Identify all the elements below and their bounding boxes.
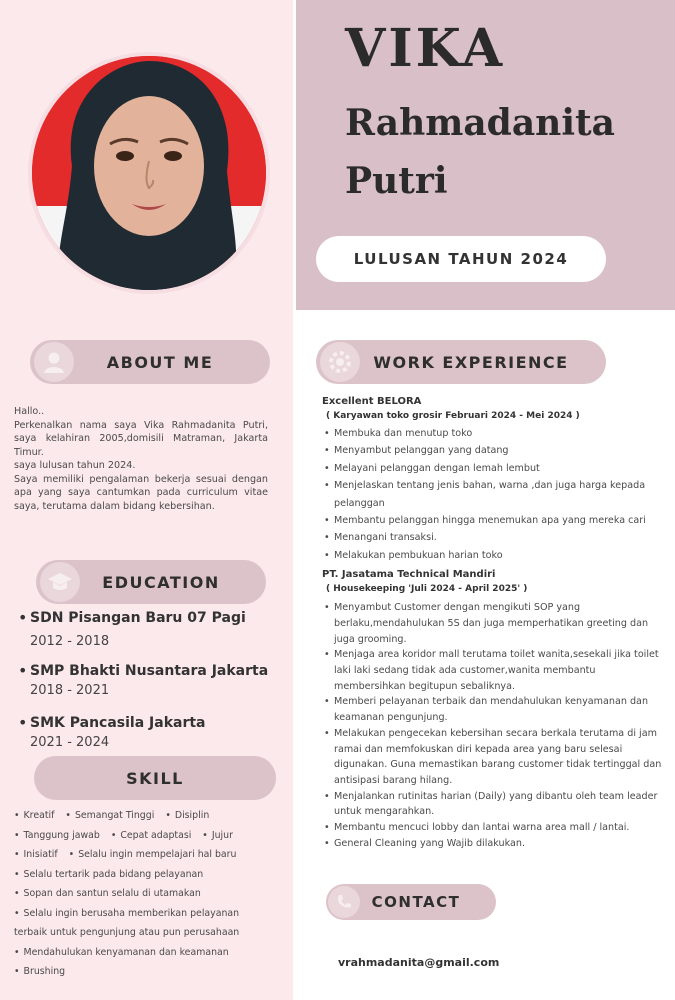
skill-item: Cepat adaptasi xyxy=(120,829,192,841)
education-item xyxy=(18,661,288,701)
profile-photo-illustration xyxy=(32,56,266,290)
about-heading: ABOUT ME xyxy=(106,352,214,372)
about-text xyxy=(14,405,268,513)
work-heading: WORK EXPERIENCE xyxy=(373,352,569,372)
job-duty: • General Cleaning yang Wajib dilakukan. xyxy=(324,836,667,852)
skill-row: • Tanggung jawab • Cepat adaptasi • Jujur xyxy=(14,829,233,841)
profile-photo xyxy=(32,56,266,290)
name-last: Putri xyxy=(345,160,448,202)
about-heading-pill xyxy=(30,340,270,384)
job-duty: • Menyambut Customer dengan mengikuti SOP yang berlaku,mendahulukan 5S dan juga memperhatikan greeting dan juga grooming. xyxy=(324,600,667,647)
education-list xyxy=(18,608,288,762)
job-company: Excellent BELORA xyxy=(322,396,422,407)
job-duty: • Menjalankan rutinitas harian (Daily) yang dibantu oleh team leader untuk mengarahkan. xyxy=(324,789,667,820)
skill-row: • Selalu tertarik pada bidang pelayanan xyxy=(14,868,204,880)
skill-item: Disiplin xyxy=(174,810,210,821)
skill-row: • Sopan dan santun selalu di utamakan xyxy=(14,888,201,899)
skill-heading-pill xyxy=(34,756,276,800)
graduation-cap-icon xyxy=(40,562,80,602)
skill-item: Semangat Tinggi xyxy=(74,810,155,821)
about-line: Hallo.. xyxy=(14,406,45,417)
gear-icon xyxy=(320,342,360,382)
job-duty: • Melakukan pembukuan harian toko xyxy=(324,547,667,564)
job-role: ( Housekeeping 'Juli 2024 - April 2025' ) xyxy=(326,584,528,595)
skill-item: Selalu ingin mempelajari hal baru xyxy=(78,849,237,860)
job-duty: • Melakukan pengecekan kebersihan secara berkala terutama di jam ramai dan memfokuskan diri kepada area yang baru selesai digunakan. Guna memastikan barang customer tidak tertinggal dan antisipasi barang hilang. xyxy=(324,726,667,789)
job-duty: • Membantu pelanggan hingga menemukan apa yang mereka cari xyxy=(324,512,667,529)
profile-photo-frame xyxy=(28,52,270,294)
name-middle: Rahmadanita xyxy=(345,102,615,144)
skill-item: Brushing xyxy=(23,966,66,977)
contact-email[interactable]: vrahmadanita@gmail.com xyxy=(338,956,500,969)
job-duties xyxy=(324,425,667,564)
about-line: Saya memiliki pengalaman bekerja sesuai dengan apa yang saya cantumkan pada curriculum vitae saya, terutama dalam bidang kebersihan. xyxy=(14,473,268,512)
skill-item: Inisiatif xyxy=(23,849,58,860)
graduation-badge: LULUSAN TAHUN 2024 xyxy=(316,236,606,282)
education-years: 2012 - 2018 xyxy=(30,634,110,649)
work-heading-pill xyxy=(316,340,606,384)
education-heading: EDUCATION xyxy=(102,572,220,592)
skill-item: Kreatif xyxy=(23,810,55,821)
skill-row: • Mendahulukan kenyamanan dan keamanan xyxy=(14,946,229,958)
education-heading-pill xyxy=(36,560,266,604)
job-duty: • Melayani pelanggan dengan lemah lembut xyxy=(324,460,667,477)
job-duty: • Membantu mencuci lobby dan lantai warna area mall / lantai. xyxy=(324,820,667,836)
job-duty: • Menjelaskan tentang jenis bahan, warna ,dan juga harga kepada pelanggan xyxy=(324,477,667,512)
education-item xyxy=(18,713,288,753)
name-first: VIKA xyxy=(345,18,506,79)
skill-row: • Brushing xyxy=(14,966,66,977)
education-years: 2021 - 2024 xyxy=(30,735,110,750)
contact-heading-pill xyxy=(326,884,496,920)
job-company: PT. Jasatama Technical Mandiri xyxy=(322,569,496,581)
job-duties xyxy=(324,600,667,851)
job-duty: • Menjaga area koridor mall terutama toilet wanita,sesekali jika toilet laki laki sedang tidak ada customer,wanita membantu membersihkan begitupun sebaliknya. xyxy=(324,647,667,694)
job-duty: • Membuka dan menutup toko xyxy=(324,425,667,442)
job-duty: • Memberi pelayanan terbaik dan mendahulukan kenyamanan dan keamanan pengunjung. xyxy=(324,694,667,725)
education-years: 2018 - 2021 xyxy=(30,683,110,698)
education-item xyxy=(18,608,288,652)
skill-row: • Inisiatif • Selalu ingin mempelajari hal baru xyxy=(14,849,237,860)
work-experience xyxy=(322,395,667,856)
skill-row: • Kreatif • Semangat Tinggi • Disiplin xyxy=(14,810,210,821)
contact-heading: CONTACT xyxy=(371,893,461,911)
phone-icon xyxy=(328,886,360,918)
skill-item: Sopan dan santun selalu di utamakan xyxy=(23,888,201,899)
job-duty: • Menyambut pelanggan yang datang xyxy=(324,442,667,459)
skill-item: Tanggung jawab xyxy=(23,829,100,841)
job-duty: • Menangani transaksi. xyxy=(324,529,667,546)
skill-heading: SKILL xyxy=(126,768,184,788)
education-school: • SMK Pancasila Jakarta xyxy=(30,715,206,731)
name-rest xyxy=(345,94,615,210)
education-school: • SMP Bhakti Nusantara Jakarta xyxy=(30,663,269,679)
user-icon xyxy=(34,342,74,382)
skill-row: • Selalu ingin berusaha memberikan pelayanan terbaik untuk pengunjung atau pun perusahaan xyxy=(14,907,240,938)
about-line: Perkenalkan nama saya Vika Rahmadanita Putri, saya kelahiran 2005,domisili Matraman, Jakarta Timur. xyxy=(14,419,268,458)
skill-item: Selalu tertarik pada bidang pelayanan xyxy=(23,868,204,880)
skill-item: Jujur xyxy=(211,829,233,841)
skill-item: Selalu ingin berusaha memberikan pelayanan terbaik untuk pengunjung atau pun perusahaan xyxy=(14,907,240,938)
job-role: ( Karyawan toko grosir Februari 2024 - Mei 2024 ) xyxy=(326,411,580,421)
skill-item: Mendahulukan kenyamanan dan keamanan xyxy=(23,946,229,958)
education-school: • SDN Pisangan Baru 07 Pagi xyxy=(30,610,246,626)
about-line: saya lulusan tahun 2024. xyxy=(14,460,136,471)
skill-list xyxy=(14,806,274,982)
